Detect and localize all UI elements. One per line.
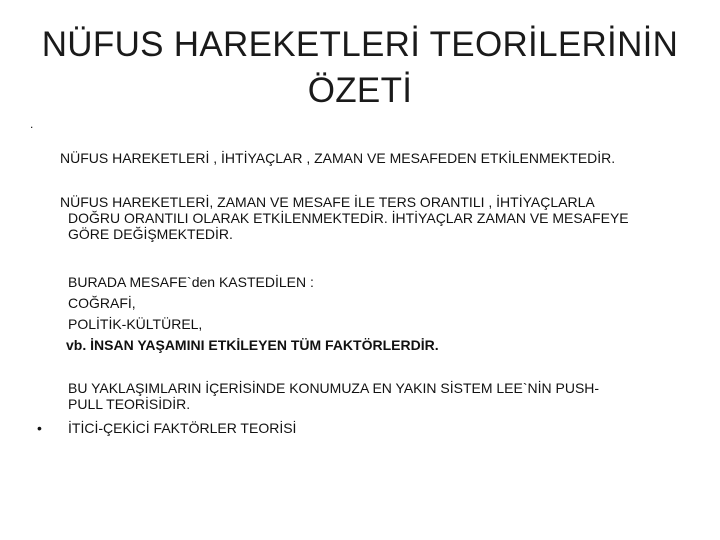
paragraph-1: NÜFUS HAREKETLERİ , İHTİYAÇLAR , ZAMAN VE MESAFEDEN ETKİLENMEKTEDİR. — [60, 150, 616, 166]
paragraph-2-line-1: NÜFUS HAREKETLERİ, ZAMAN VE MESAFE İLE TERS ORANTILI , İHTİYAÇLARLA — [60, 194, 595, 210]
paragraph-3-line-2: COĞRAFİ, — [68, 295, 136, 311]
title-line-2: ÖZETİ — [307, 71, 413, 110]
bullet-icon: • — [37, 420, 42, 436]
paragraph-5: İTİCİ-ÇEKİCİ FAKTÖRLER TEORİSİ — [68, 420, 297, 436]
paragraph-4 — [68, 380, 599, 412]
paragraph-3-line-4: vb. İNSAN YAŞAMINI ETKİLEYEN TÜM FAKTÖRLERDİR. — [66, 337, 439, 353]
paragraph-2 — [60, 194, 629, 242]
paragraph-3-line-3: POLİTİK-KÜLTÜREL, — [68, 316, 203, 332]
paragraph-2-line-2: DOĞRU ORANTILI OLARAK ETKİLENMEKTEDİR. İHTİYAÇLAR ZAMAN VE MESAFEYE — [68, 210, 629, 226]
paragraph-4-line-1: BU YAKLAŞIMLARIN İÇERİSİNDE KONUMUZA EN YAKIN SİSTEM LEE`NİN PUSH- — [68, 380, 600, 396]
paragraph-3 — [68, 272, 439, 356]
paragraph-4-line-2: PULL TEORİSİDİR. — [68, 396, 191, 412]
paragraph-2-line-3: GÖRE DEĞİŞMEKTEDİR. — [68, 226, 233, 242]
stray-dot: . — [30, 117, 34, 131]
title-line-1: NÜFUS HAREKETLERİ TEORİLERİNİN — [41, 25, 679, 64]
paragraph-3-line-1: BURADA MESAFE`den KASTEDİLEN : — [68, 274, 314, 290]
slide-title — [40, 22, 680, 114]
